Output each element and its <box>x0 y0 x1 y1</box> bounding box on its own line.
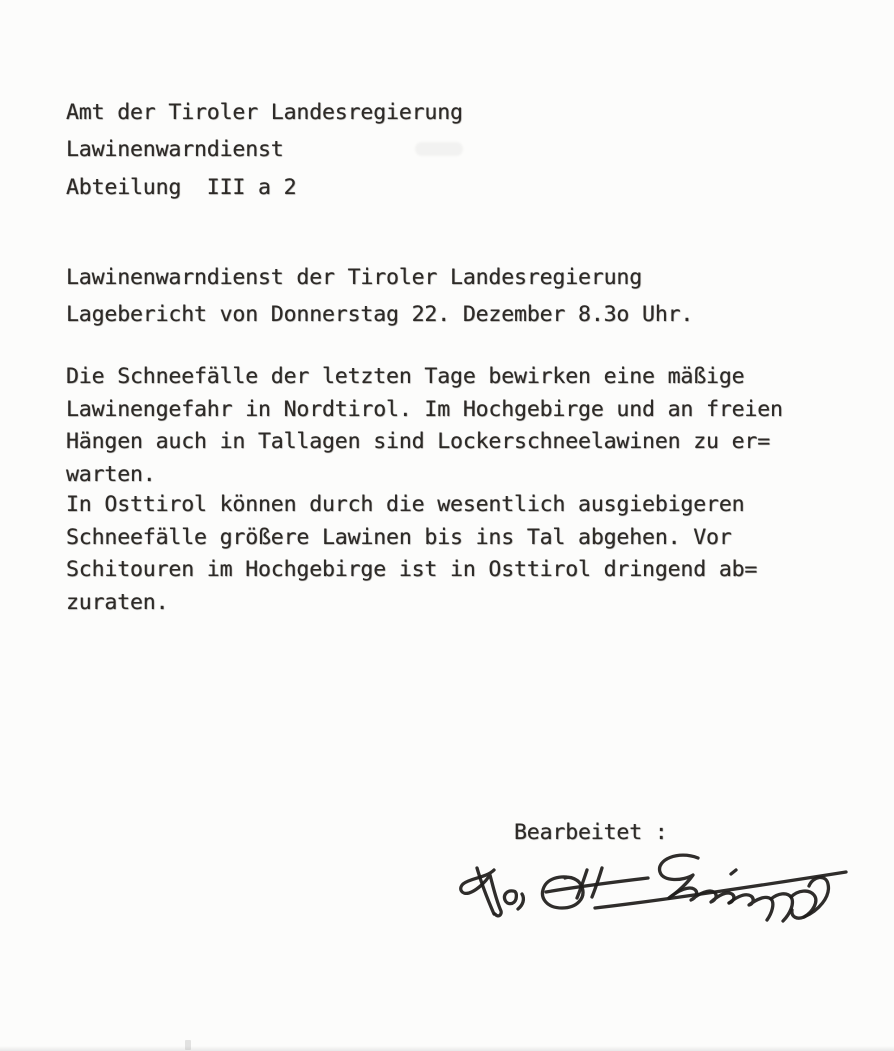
paragraph-line: Lawinengefahr in Nordtirol. Im Hochgebirge und an freien <box>66 396 783 422</box>
scan-tick-artifact <box>185 1040 191 1050</box>
signature-stroke <box>731 870 736 874</box>
report-title-line: Lawinenwarndienst der Tiroler Landesregierung <box>66 265 643 290</box>
report-date-line: Lagebericht von Donnerstag 22. Dezember 8.3o Uhr. <box>66 302 694 328</box>
signature-stroke <box>518 894 523 909</box>
signature-drawing <box>450 848 850 938</box>
paragraph-line: zuraten. <box>66 589 169 615</box>
scan-edge-artifact <box>0 1046 894 1051</box>
scan-smudge <box>415 142 463 156</box>
paragraph-line: Schitouren im Hochgebirge ist in Osttirol dringend ab= <box>66 557 758 583</box>
paragraph-line: Die Schneefälle der letzten Tage bewirken eine mäßige <box>66 364 745 389</box>
body-paragraph-1 <box>66 361 783 491</box>
handwritten-signature <box>450 848 850 938</box>
letterhead-service-line: Lawinenwarndienst <box>66 137 284 163</box>
paragraph-line: Hängen auch in Tallagen sind Lockerschneelawinen zu er= <box>66 429 771 455</box>
signature-stroke <box>461 870 501 916</box>
paragraph-line: warten. <box>66 461 156 487</box>
signature-stroke <box>504 891 516 904</box>
processed-by-label: Bearbeitet : <box>514 820 668 845</box>
body-paragraph-2 <box>66 489 757 619</box>
letterhead <box>66 94 463 206</box>
paragraph-line: Schneefälle größere Lawinen bis ins Tal abgehen. Vor <box>66 524 732 550</box>
letterhead-department-line: Abteilung III a 2 <box>66 174 297 200</box>
paragraph-line: In Osttirol können durch die wesentlich ausgiebigeren <box>66 492 745 517</box>
letterhead-agency-line: Amt der Tiroler Landesregierung <box>66 100 463 125</box>
report-title-block <box>66 259 693 334</box>
signature-stroke <box>729 895 773 920</box>
